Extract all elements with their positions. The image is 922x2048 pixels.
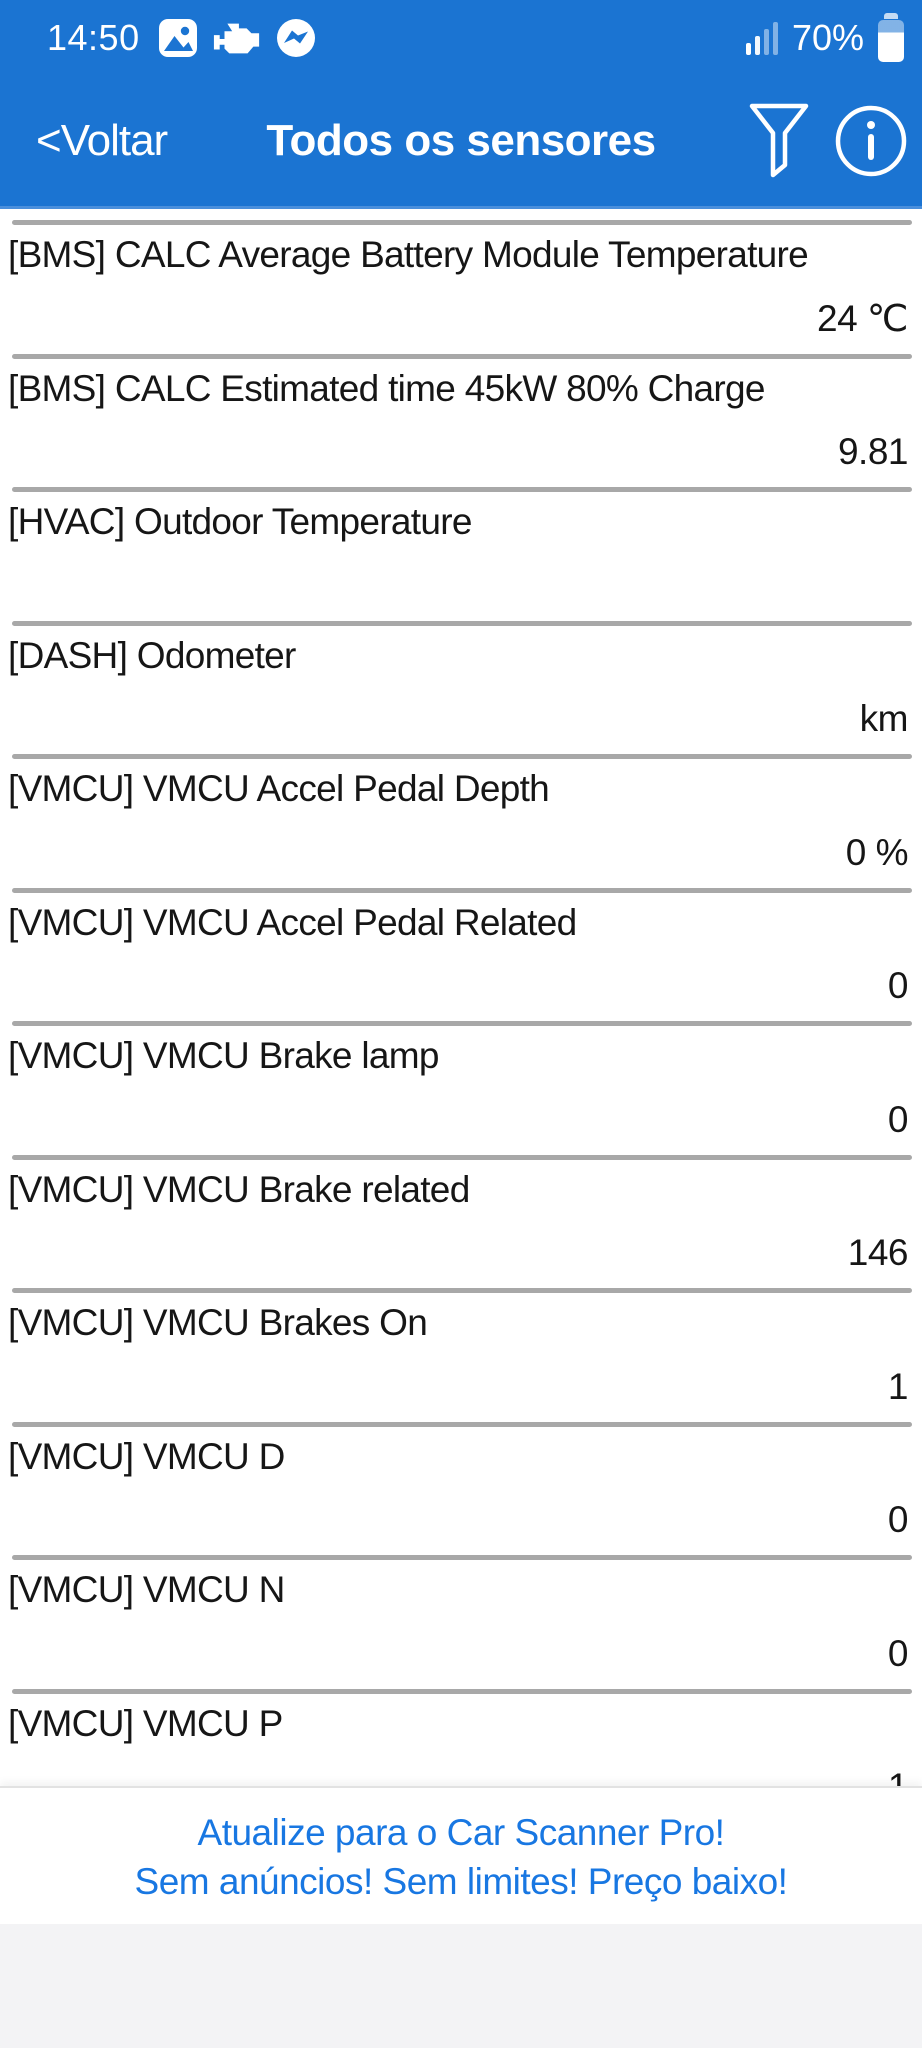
sensor-value: 0 bbox=[887, 1499, 908, 1540]
sensor-row[interactable] bbox=[0, 754, 922, 888]
sensor-name: [VMCU] VMCU N bbox=[8, 1569, 285, 1610]
sensor-value: 146 bbox=[847, 1232, 908, 1273]
status-right-cluster bbox=[746, 13, 904, 63]
ad-line-1: Atualize para o Car Scanner Pro! bbox=[197, 1812, 725, 1853]
sensor-name: [VMCU] VMCU D bbox=[8, 1435, 285, 1477]
sensor-value: km bbox=[859, 698, 908, 739]
sensor-name: [VMCU] VMCU Brakes On bbox=[8, 1302, 428, 1343]
sensor-name: [VMCU] VMCU P bbox=[8, 1702, 283, 1744]
row-separator bbox=[12, 220, 912, 225]
sensor-row[interactable] bbox=[0, 1155, 922, 1289]
row-separator bbox=[12, 354, 912, 359]
sensor-name: [VMCU] VMCU Accel Pedal Related bbox=[8, 901, 577, 943]
sensor-row[interactable] bbox=[0, 888, 922, 1022]
row-separator bbox=[12, 487, 912, 492]
back-button[interactable]: <Voltar bbox=[36, 116, 168, 165]
sensor-row[interactable] bbox=[0, 1021, 922, 1155]
filter-icon[interactable] bbox=[748, 102, 810, 180]
app-bar bbox=[0, 76, 922, 206]
sensor-row[interactable] bbox=[0, 1555, 922, 1689]
messenger-icon bbox=[276, 18, 316, 58]
sensor-name: [DASH] Odometer bbox=[8, 634, 296, 676]
battery-percent: 70% bbox=[791, 17, 864, 58]
notification-icons bbox=[158, 18, 316, 58]
sensor-value: 0 bbox=[887, 965, 908, 1006]
sensor-list bbox=[0, 209, 922, 2048]
sensor-row[interactable] bbox=[0, 487, 922, 621]
sensor-value: 0 bbox=[887, 1098, 908, 1140]
top-bar bbox=[0, 0, 922, 209]
signal-icon bbox=[746, 21, 778, 55]
sensor-name: [HVAC] Outdoor Temperature bbox=[8, 501, 472, 542]
sensor-row[interactable] bbox=[0, 1422, 922, 1556]
sensor-row[interactable] bbox=[0, 220, 922, 354]
engine-icon bbox=[212, 20, 262, 56]
row-separator bbox=[12, 888, 912, 893]
sensor-value: 0 % bbox=[845, 831, 908, 873]
sensor-name: [VMCU] VMCU Brake lamp bbox=[8, 1035, 439, 1076]
row-separator bbox=[12, 621, 912, 626]
sensor-name: [VMCU] VMCU Accel Pedal Depth bbox=[8, 768, 550, 809]
page-title: Todos os sensores bbox=[266, 116, 656, 165]
row-separator bbox=[12, 1689, 912, 1694]
row-separator bbox=[12, 1021, 912, 1026]
row-separator bbox=[12, 754, 912, 759]
sensor-name: [BMS] CALC Estimated time 45kW 80% Charge bbox=[8, 367, 765, 409]
row-separator bbox=[12, 1422, 912, 1427]
sensor-name: [VMCU] VMCU Brake related bbox=[8, 1168, 470, 1210]
sensor-row[interactable] bbox=[0, 1288, 922, 1422]
android-nav-bar bbox=[0, 1924, 922, 2048]
status-bar bbox=[0, 0, 922, 76]
sensor-value: 24 ℃ bbox=[817, 297, 908, 339]
upgrade-ad-banner[interactable] bbox=[0, 1786, 922, 1926]
info-icon[interactable] bbox=[834, 104, 908, 178]
row-separator bbox=[12, 1155, 912, 1160]
sensor-value: 1 bbox=[887, 1365, 908, 1407]
sensor-value: 9.81 bbox=[837, 431, 908, 472]
sensor-value: 0 bbox=[887, 1632, 908, 1674]
sensor-row[interactable] bbox=[0, 621, 922, 755]
sensor-name: [BMS] CALC Average Battery Module Temperature bbox=[8, 234, 809, 275]
battery-icon bbox=[878, 13, 904, 63]
gallery-icon bbox=[158, 18, 198, 58]
clock: 14:50 bbox=[47, 17, 140, 58]
row-separator bbox=[12, 1555, 912, 1560]
ad-line-2: Sem anúncios! Sem limites! Preço baixo! bbox=[134, 1861, 788, 1902]
row-separator bbox=[12, 1288, 912, 1293]
sensor-row[interactable] bbox=[0, 354, 922, 488]
